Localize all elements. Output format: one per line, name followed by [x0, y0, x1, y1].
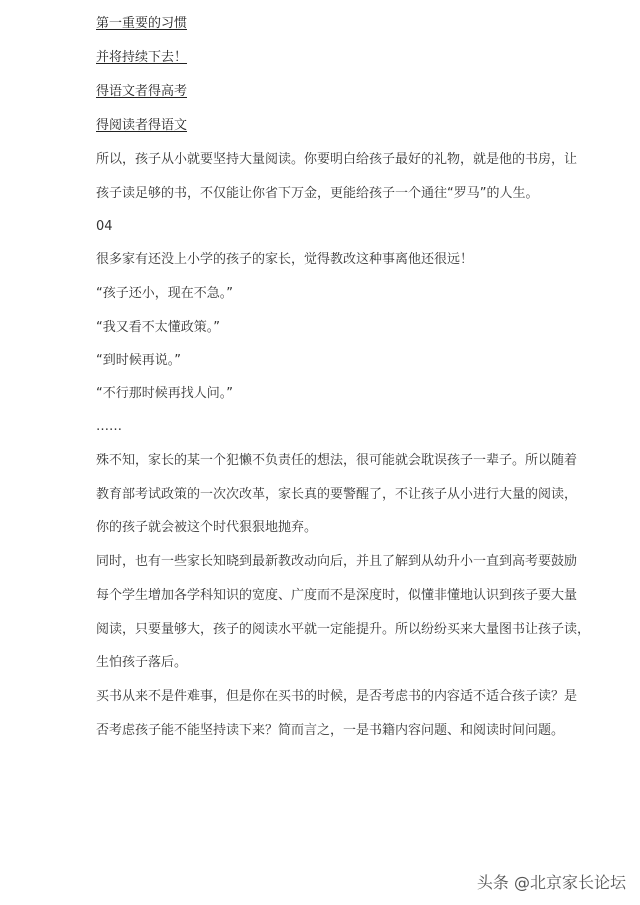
paragraph1-line2: 孩子读足够的书，不仅能让你省下万金，更能给孩子一个通往“罗马”的人生。	[96, 186, 539, 201]
heading-reading: 得阅读者得语文	[96, 118, 188, 133]
paragraph4-line4: 生怕孩子落后。	[96, 655, 188, 670]
ellipsis: ……	[96, 419, 122, 434]
quote-3: “到时候再说。”	[96, 353, 181, 368]
section-number: 04	[96, 219, 113, 234]
paragraph4-line3: 阅读，只要量够大，孩子的阅读水平就一定能提升。所以纷纷买来大量图书让孩子读，	[96, 622, 591, 637]
heading-continue: 并将持续下去！	[96, 50, 188, 65]
heading-habit: 第一重要的习惯	[96, 16, 188, 31]
paragraph3-line2: 教育部考试政策的一次次改革，家长真的要警醒了，不让孩子从小进行大量的阅读，	[96, 487, 578, 502]
source-watermark: 头条 @北京家长论坛	[476, 873, 626, 892]
paragraph5-line1: 买书从来不是件难事，但是你在买书的时候，是否考虑书的内容适不适合孩子读？是	[96, 689, 578, 704]
paragraph3-line1: 殊不知，家长的某一个犯懒不负责任的想法，很可能就会耽误孩子一辈子。所以随着	[96, 453, 578, 468]
heading-gaokao: 得语文者得高考	[96, 84, 188, 99]
paragraph4-line1: 同时，也有一些家长知晓到最新教改动向后，并且了解到从幼升小一直到高考要鼓励	[96, 554, 578, 569]
quote-1: “孩子还小，现在不急。”	[96, 286, 233, 301]
paragraph3-line3: 你的孩子就会被这个时代狠狠地抛弃。	[96, 520, 318, 535]
paragraph1-line1: 所以，孩子从小就要坚持大量阅读。你要明白给孩子最好的礼物，就是他的书房，让	[96, 152, 578, 167]
paragraph2: 很多家有还没上小学的孩子的家长，觉得教改这种事离他还很远！	[96, 252, 474, 267]
quote-2: “我又看不太懂政策。”	[96, 320, 220, 335]
quote-4: “不行那时候再找人问。”	[96, 386, 233, 401]
paragraph5-line2: 否考虑孩子能不能坚持读下来？简而言之，一是书籍内容问题、和阅读时间问题。	[96, 723, 565, 738]
paragraph4-line2: 每个学生增加各学科知识的宽度、广度而不是深度时，似懂非懂地认识到孩子要大量	[96, 588, 578, 603]
